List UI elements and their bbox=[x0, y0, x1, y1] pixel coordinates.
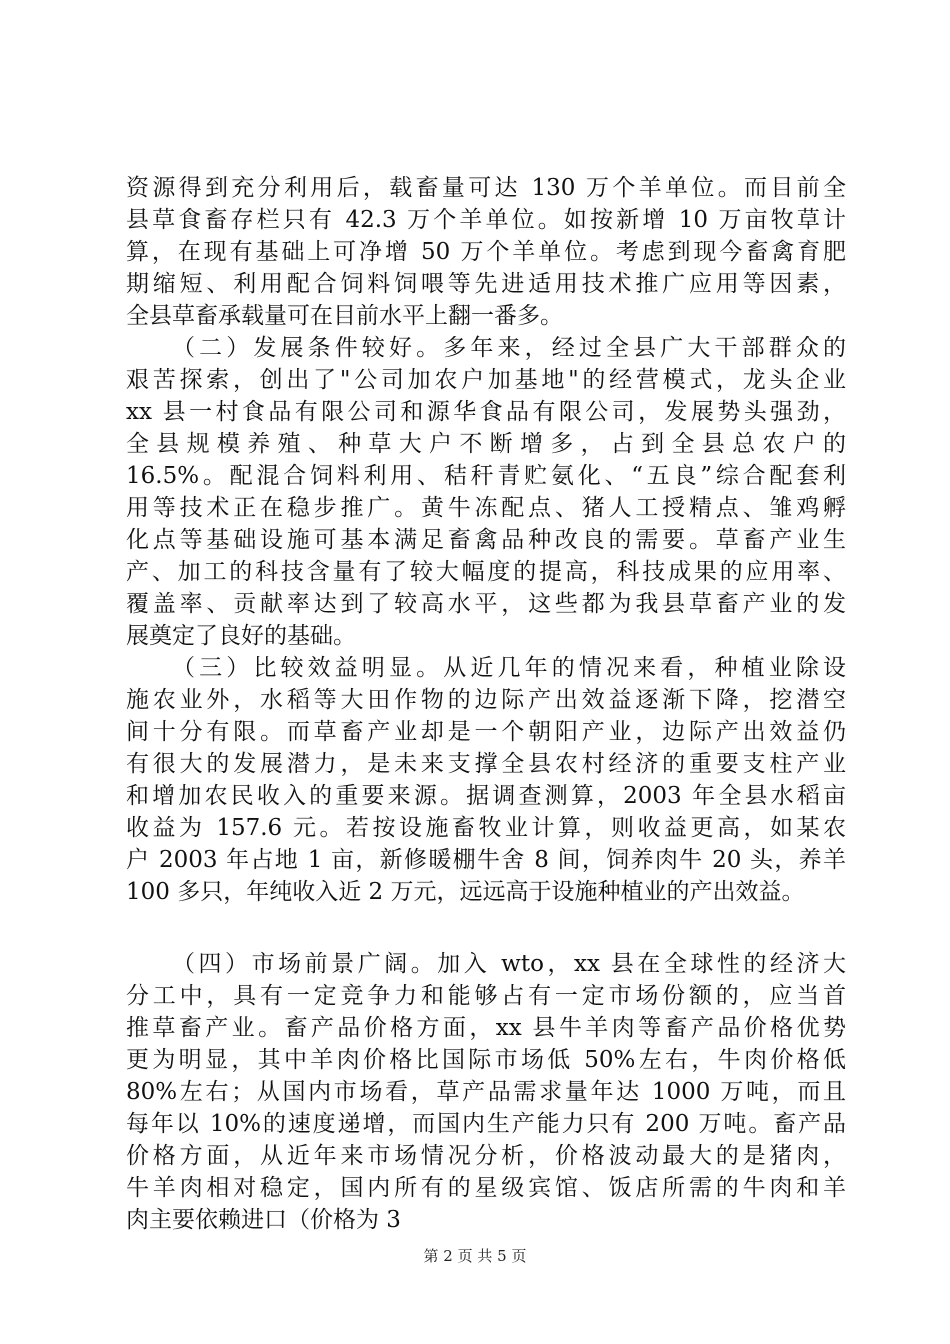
paragraph-section-4-market-prospects bbox=[126, 948, 846, 1236]
page-number-footer: 第 2 页 共 5 页 bbox=[423, 1247, 527, 1265]
text-line: 每年以 10%的速度递增，而国内生产能力只有 200 万吨。畜产品 bbox=[126, 1111, 846, 1137]
text-line: 覆盖率、贡献率达到了较高水平，这些都为我县草畜产业的发 bbox=[126, 591, 846, 617]
document-body bbox=[126, 172, 846, 1236]
text-line: 更为明显，其中羊肉价格比国际市场低 50%左右，牛肉价格低 bbox=[126, 1047, 846, 1073]
text-line: （四）市场前景广阔。加入 wto，xx 县在全球性的经济大 bbox=[172, 951, 846, 977]
paragraph-spacer bbox=[126, 908, 846, 948]
text-line: 产、加工的科技含量有了较大幅度的提高，科技成果的应用率、 bbox=[126, 559, 846, 585]
text-line: 全县草畜承载量可在目前水平上翻一番多。 bbox=[126, 303, 563, 329]
text-line: 价格方面，从近年来市场情况分析，价格波动最大的是猪肉， bbox=[126, 1143, 846, 1169]
text-line: 用等技术正在稳步推广。黄牛冻配点、猪人工授精点、雏鸡孵 bbox=[126, 495, 846, 521]
text-line: 有很大的发展潜力，是未来支撑全县农村经济的重要支柱产业 bbox=[126, 751, 846, 777]
text-line: 全县规模养殖、种草大户不断增多，占到全县总农户的 bbox=[126, 431, 846, 457]
text-line: 县草食畜存栏只有 42.3 万个羊单位。如按新增 10 万亩牧草计 bbox=[126, 207, 846, 233]
text-line: （三）比较效益明显。从近几年的情况来看，种植业除设 bbox=[172, 655, 846, 681]
text-line: 100 多只，年纯收入近 2 万元，远远高于设施种植业的产出效益。 bbox=[126, 879, 805, 905]
text-line: 牛羊肉相对稳定，国内所有的星级宾馆、饭店所需的牛肉和羊 bbox=[126, 1175, 846, 1201]
text-line: 分工中，具有一定竞争力和能够占有一定市场份额的，应当首 bbox=[126, 983, 846, 1009]
text-line: 算，在现有基础上可净增 50 万个羊单位。考虑到现今畜禽育肥 bbox=[126, 239, 846, 265]
text-line: 和增加农民收入的重要来源。据调查测算，2003 年全县水稻亩 bbox=[126, 783, 846, 809]
text-line: 肉主要依赖进口（价格为 3 bbox=[126, 1207, 401, 1233]
text-line: 期缩短、利用配合饲料饲喂等先进适用技术推广应用等因素， bbox=[126, 271, 846, 297]
text-line: xx 县一村食品有限公司和源华食品有限公司，发展势头强劲， bbox=[126, 399, 846, 425]
text-line: 收益为 157.6 元。若按设施畜牧业计算，则收益更高，如某农 bbox=[126, 815, 846, 841]
text-line: 展奠定了良好的基础。 bbox=[126, 623, 356, 649]
text-line: 80%左右；从国内市场看，草产品需求量年达 1000 万吨，而且 bbox=[126, 1079, 846, 1105]
paragraph-resources-continued bbox=[126, 172, 846, 332]
text-line: 化点等基础设施可基本满足畜禽品种改良的需要。草畜产业生 bbox=[126, 527, 846, 553]
text-line: 间十分有限。而草畜产业却是一个朝阳产业，边际产出效益仍 bbox=[126, 719, 846, 745]
paragraph-section-2-development-conditions bbox=[126, 332, 846, 652]
text-line: 资源得到充分利用后，载畜量可达 130 万个羊单位。而目前全 bbox=[126, 175, 846, 201]
text-line: 推草畜产业。畜产品价格方面，xx 县牛羊肉等畜产品价格优势 bbox=[126, 1015, 846, 1041]
text-line: （二）发展条件较好。多年来，经过全县广大干部群众的 bbox=[172, 335, 846, 361]
text-line: 施农业外，水稻等大田作物的边际产出效益逐渐下降，挖潜空 bbox=[126, 687, 846, 713]
paragraph-section-3-comparative-benefit bbox=[126, 652, 846, 908]
text-line: 艰苦探索，创出了"公司加农户加基地"的经营模式，龙头企业 bbox=[126, 367, 846, 393]
text-line: 16.5%。配混合饲料利用、秸秆青贮氨化、“五良”综合配套利 bbox=[126, 463, 846, 489]
text-line: 户 2003 年占地 1 亩，新修暖棚牛舍 8 间，饲养肉牛 20 头，养羊 bbox=[126, 847, 846, 873]
